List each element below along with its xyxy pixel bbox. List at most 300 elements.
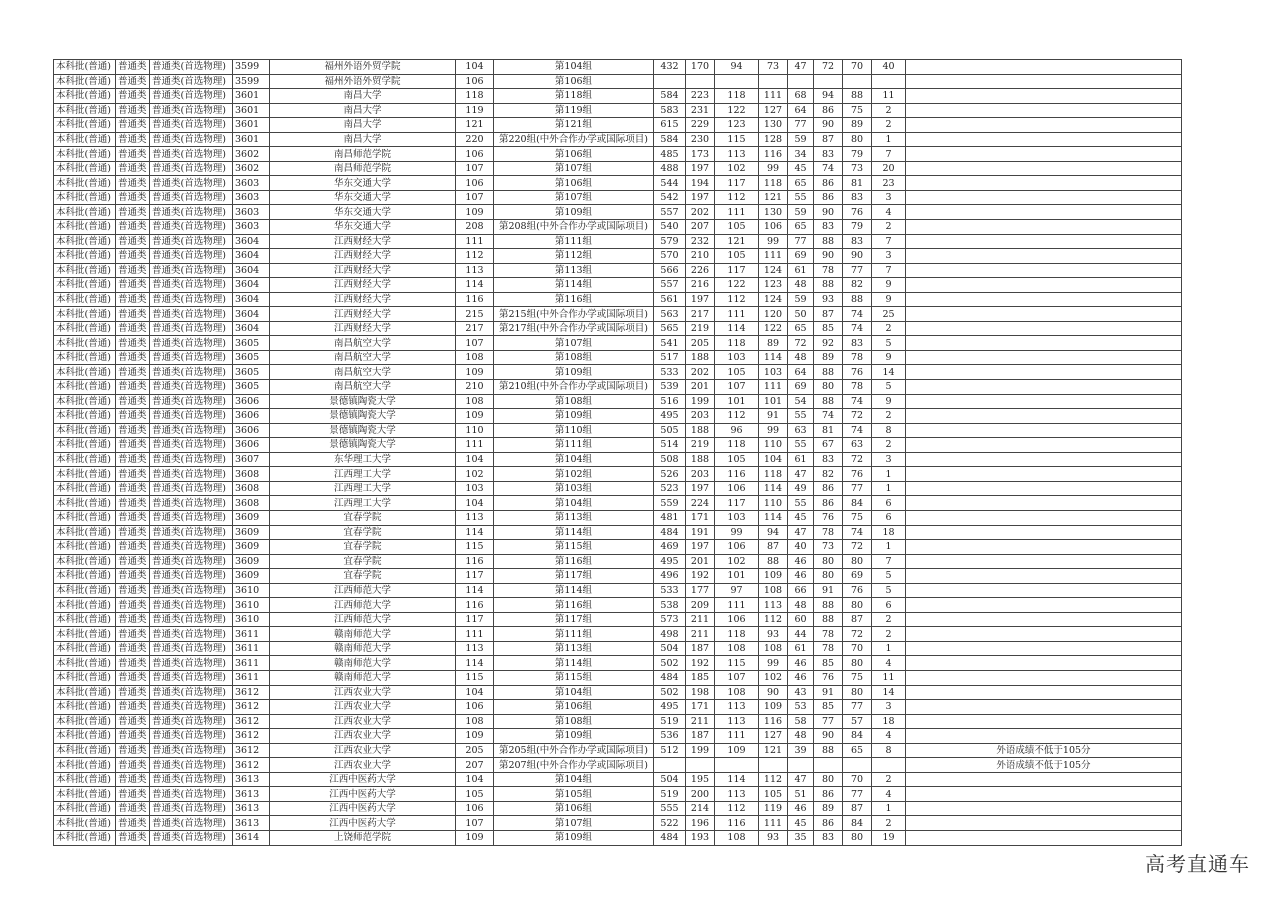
table-cell: 本科批(普通) [54, 641, 116, 656]
table-cell: 495 [654, 700, 686, 715]
table-cell [906, 627, 1182, 642]
table-cell: 106 [456, 176, 494, 191]
table-cell [906, 380, 1182, 395]
table-cell: 484 [654, 830, 686, 845]
table-cell [906, 816, 1182, 831]
table-cell: 197 [686, 540, 715, 555]
table-cell: 103 [759, 365, 788, 380]
table-cell: 本科批(普通) [54, 249, 116, 264]
table-cell [906, 801, 1182, 816]
table-cell: 216 [686, 278, 715, 293]
table-cell: 481 [654, 510, 686, 525]
table-cell: 107 [456, 336, 494, 351]
table-cell: 49 [788, 481, 814, 496]
table-cell: 106 [715, 481, 759, 496]
table-cell: 南昌大学 [270, 118, 456, 133]
table-row [54, 423, 1182, 438]
table-cell: 宜春学院 [270, 525, 456, 540]
table-cell: 86 [814, 103, 843, 118]
table-cell: 江西理工大学 [270, 481, 456, 496]
table-cell: 83 [843, 336, 872, 351]
table-cell: 6 [872, 496, 906, 511]
table-cell: 第114组 [494, 656, 654, 671]
table-cell: 80 [843, 830, 872, 845]
table-cell: 47 [788, 525, 814, 540]
table-cell: 普通类 [116, 700, 150, 715]
table-cell: 77 [843, 700, 872, 715]
table-cell: 45 [788, 161, 814, 176]
table-cell: 65 [788, 176, 814, 191]
table-cell: 109 [456, 205, 494, 220]
admission-table [53, 59, 1182, 846]
table-cell: 本科批(普通) [54, 758, 116, 773]
table-cell [906, 321, 1182, 336]
table-cell: 113 [456, 263, 494, 278]
table-cell: 3603 [233, 190, 270, 205]
table-cell: 107 [456, 190, 494, 205]
table-row [54, 438, 1182, 453]
table-cell: 117 [456, 612, 494, 627]
table-cell: 3602 [233, 161, 270, 176]
table-cell: 第109组 [494, 729, 654, 744]
table-cell: 73 [814, 540, 843, 555]
table-cell: 109 [759, 700, 788, 715]
table-cell: 20 [872, 161, 906, 176]
table-cell: 普通类(首选物理) [150, 321, 233, 336]
table-cell [906, 74, 1182, 89]
table-cell: 99 [759, 161, 788, 176]
table-cell: 200 [686, 787, 715, 802]
table-cell: 本科批(普通) [54, 89, 116, 104]
table-cell: 108 [456, 714, 494, 729]
table-cell: 本科批(普通) [54, 278, 116, 293]
table-cell: 80 [814, 772, 843, 787]
table-cell: 普通类 [116, 409, 150, 424]
table-cell: 110 [759, 438, 788, 453]
table-cell: 江西财经大学 [270, 234, 456, 249]
table-cell: 本科批(普通) [54, 409, 116, 424]
table-cell: 普通类(首选物理) [150, 540, 233, 555]
table-cell: 普通类 [116, 627, 150, 642]
table-cell: 229 [686, 118, 715, 133]
table-cell: 江西农业大学 [270, 685, 456, 700]
table-cell: 普通类(首选物理) [150, 569, 233, 584]
table-cell: 35 [788, 830, 814, 845]
table-cell: 9 [872, 394, 906, 409]
table-cell: 普通类 [116, 758, 150, 773]
table-cell: 本科批(普通) [54, 263, 116, 278]
table-cell: 130 [759, 118, 788, 133]
table-cell: 3610 [233, 612, 270, 627]
table-cell [906, 830, 1182, 845]
table-cell: 89 [843, 118, 872, 133]
table-cell [906, 118, 1182, 133]
table-cell: 普通类(首选物理) [150, 132, 233, 147]
table-cell: 194 [686, 176, 715, 191]
table-cell: 207 [686, 220, 715, 235]
table-cell: 87 [814, 307, 843, 322]
table-cell: 61 [788, 263, 814, 278]
table-cell: 55 [788, 496, 814, 511]
table-cell: 第105组 [494, 787, 654, 802]
watermark-logo: 高考直通车 [1145, 852, 1250, 876]
table-cell: 第119组 [494, 103, 654, 118]
table-cell: 72 [843, 627, 872, 642]
table-cell: 3601 [233, 89, 270, 104]
table-cell: 113 [715, 714, 759, 729]
table-cell: 3614 [233, 830, 270, 845]
table-cell [906, 656, 1182, 671]
table-cell: 普通类 [116, 641, 150, 656]
table-cell: 106 [456, 147, 494, 162]
table-cell: 72 [843, 409, 872, 424]
table-cell: 普通类 [116, 336, 150, 351]
table-cell: 90 [843, 249, 872, 264]
table-cell: 3609 [233, 569, 270, 584]
table-cell: 83 [814, 220, 843, 235]
table-cell [906, 481, 1182, 496]
table-cell: 5 [872, 336, 906, 351]
table-cell: 3608 [233, 496, 270, 511]
table-cell: 78 [843, 380, 872, 395]
table-cell: 171 [686, 510, 715, 525]
table-cell: 84 [843, 496, 872, 511]
table-cell: 本科批(普通) [54, 510, 116, 525]
table-cell: 107 [456, 161, 494, 176]
table-cell: 99 [715, 525, 759, 540]
table-cell: 普通类(首选物理) [150, 190, 233, 205]
table-cell: 3 [872, 452, 906, 467]
table-cell [906, 220, 1182, 235]
table-cell: 99 [759, 423, 788, 438]
table-row [54, 60, 1182, 75]
table-cell: 3611 [233, 656, 270, 671]
table-cell: 495 [654, 554, 686, 569]
table-row [54, 729, 1182, 744]
table-cell: 86 [814, 481, 843, 496]
table-row [54, 394, 1182, 409]
table-cell: 51 [788, 787, 814, 802]
table-cell: 108 [456, 394, 494, 409]
table-cell: 普通类 [116, 205, 150, 220]
table-cell [759, 758, 788, 773]
table-cell: 123 [715, 118, 759, 133]
table-cell: 522 [654, 816, 686, 831]
table-cell: 普通类(首选物理) [150, 714, 233, 729]
table-cell: 普通类(首选物理) [150, 700, 233, 715]
table-cell: 本科批(普通) [54, 336, 116, 351]
table-row [54, 147, 1182, 162]
table-cell: 本科批(普通) [54, 627, 116, 642]
table-cell: 3603 [233, 176, 270, 191]
table-cell: 3611 [233, 641, 270, 656]
table-row [54, 220, 1182, 235]
table-cell: 普通类 [116, 496, 150, 511]
table-row [54, 685, 1182, 700]
table-cell: 第118组 [494, 89, 654, 104]
table-cell: 江西财经大学 [270, 321, 456, 336]
table-cell: 78 [814, 627, 843, 642]
table-cell: 82 [814, 467, 843, 482]
table-cell: 普通类 [116, 743, 150, 758]
table-cell: 3613 [233, 816, 270, 831]
table-cell: 3 [872, 700, 906, 715]
table-cell: 105 [715, 452, 759, 467]
table-cell: 74 [843, 423, 872, 438]
table-cell: 普通类(首选物理) [150, 263, 233, 278]
table-cell: 普通类(首选物理) [150, 176, 233, 191]
table-cell: 普通类 [116, 801, 150, 816]
table-cell: 90 [759, 685, 788, 700]
table-cell: 南昌大学 [270, 103, 456, 118]
table-cell [906, 452, 1182, 467]
table-cell: 116 [759, 714, 788, 729]
table-cell: 7 [872, 147, 906, 162]
table-cell: 539 [654, 380, 686, 395]
table-cell: 9 [872, 292, 906, 307]
table-cell: 541 [654, 336, 686, 351]
table-cell: 55 [788, 190, 814, 205]
table-cell: 第107组 [494, 816, 654, 831]
table-cell: 109 [759, 569, 788, 584]
table-cell: 江西农业大学 [270, 714, 456, 729]
table-cell: 583 [654, 103, 686, 118]
table-row [54, 787, 1182, 802]
table-cell: 南昌师范学院 [270, 161, 456, 176]
table-cell: 91 [814, 583, 843, 598]
table-cell: 110 [456, 423, 494, 438]
table-cell: 第109组 [494, 409, 654, 424]
table-cell: 普通类(首选物理) [150, 656, 233, 671]
table-cell: 111 [715, 598, 759, 613]
table-cell [814, 74, 843, 89]
table-cell: 86 [814, 816, 843, 831]
table-cell: 193 [686, 830, 715, 845]
table-cell: 106 [715, 540, 759, 555]
table-cell: 普通类(首选物理) [150, 743, 233, 758]
table-cell [906, 89, 1182, 104]
table-cell: 外语成绩不低于105分 [906, 743, 1182, 758]
table-cell: 88 [759, 554, 788, 569]
table-cell: 106 [759, 220, 788, 235]
table-cell: 普通类(首选物理) [150, 118, 233, 133]
table-cell: 111 [456, 438, 494, 453]
table-cell: 3602 [233, 147, 270, 162]
table-cell [906, 161, 1182, 176]
table-cell: 3604 [233, 263, 270, 278]
table-cell: 普通类 [116, 60, 150, 75]
table-cell [906, 190, 1182, 205]
table-cell: 3605 [233, 380, 270, 395]
table-cell: 85 [814, 700, 843, 715]
table-cell: 208 [456, 220, 494, 235]
table-cell: 86 [814, 176, 843, 191]
table-row [54, 452, 1182, 467]
table-cell: 第114组 [494, 278, 654, 293]
table-cell: 90 [814, 118, 843, 133]
table-cell: 69 [788, 380, 814, 395]
table-cell: 1 [872, 467, 906, 482]
table-cell: 普通类(首选物理) [150, 801, 233, 816]
table-cell: 第217组(中外合作办学或国际项目) [494, 321, 654, 336]
table-cell: 景德镇陶瓷大学 [270, 394, 456, 409]
table-cell: 本科批(普通) [54, 714, 116, 729]
table-cell: 105 [715, 249, 759, 264]
table-cell: 96 [715, 423, 759, 438]
table-cell: 华东交通大学 [270, 190, 456, 205]
table-cell: 本科批(普通) [54, 787, 116, 802]
table-cell: 77 [843, 787, 872, 802]
table-cell: 7 [872, 234, 906, 249]
table-cell: 普通类 [116, 321, 150, 336]
table-cell: 171 [686, 700, 715, 715]
table-cell: 普通类(首选物理) [150, 220, 233, 235]
table-cell: 192 [686, 569, 715, 584]
table-row [54, 496, 1182, 511]
table-cell: 普通类 [116, 118, 150, 133]
table-cell: 本科批(普通) [54, 772, 116, 787]
table-cell: 119 [456, 103, 494, 118]
table-cell: 第103组 [494, 481, 654, 496]
table-cell: 91 [814, 685, 843, 700]
table-cell: 101 [715, 569, 759, 584]
table-cell: 3612 [233, 743, 270, 758]
table-cell: 59 [788, 292, 814, 307]
table-cell [686, 74, 715, 89]
table-cell: 普通类 [116, 220, 150, 235]
table-cell: 83 [843, 234, 872, 249]
table-cell: 484 [654, 525, 686, 540]
table-cell: 本科批(普通) [54, 147, 116, 162]
table-cell: 110 [759, 496, 788, 511]
table-cell: 111 [759, 89, 788, 104]
table-cell: 普通类 [116, 481, 150, 496]
table-cell: 104 [456, 772, 494, 787]
table-cell: 432 [654, 60, 686, 75]
table-cell: 117 [456, 569, 494, 584]
table-cell: 80 [843, 685, 872, 700]
table-cell: 第104组 [494, 496, 654, 511]
table-cell: 78 [814, 525, 843, 540]
table-cell: 231 [686, 103, 715, 118]
table-cell: 第215组(中外合作办学或国际项目) [494, 307, 654, 322]
table-cell: 本科批(普通) [54, 729, 116, 744]
table-cell: 199 [686, 394, 715, 409]
table-cell: 普通类(首选物理) [150, 641, 233, 656]
table-cell: 外语成绩不低于105分 [906, 758, 1182, 773]
table-cell: 106 [456, 74, 494, 89]
table-cell: 584 [654, 132, 686, 147]
table-cell: 第113组 [494, 641, 654, 656]
table-cell: 79 [843, 147, 872, 162]
table-row [54, 263, 1182, 278]
table-cell: 第107组 [494, 336, 654, 351]
table-cell: 普通类 [116, 394, 150, 409]
table-cell: 80 [843, 598, 872, 613]
table-cell: 103 [456, 481, 494, 496]
table-cell: 202 [686, 365, 715, 380]
table-cell: 南昌航空大学 [270, 336, 456, 351]
table-row [54, 409, 1182, 424]
table-cell: 217 [456, 321, 494, 336]
table-cell: 113 [759, 598, 788, 613]
table-cell: 3 [872, 190, 906, 205]
table-cell: 504 [654, 772, 686, 787]
table-cell: 114 [456, 583, 494, 598]
table-cell [906, 612, 1182, 627]
table-cell: 93 [814, 292, 843, 307]
table-cell: 114 [456, 656, 494, 671]
table-cell: 江西财经大学 [270, 292, 456, 307]
table-cell: 普通类(首选物理) [150, 772, 233, 787]
table-cell: 第115组 [494, 670, 654, 685]
table-cell [906, 525, 1182, 540]
table-cell [906, 278, 1182, 293]
table-cell: 533 [654, 365, 686, 380]
table-cell [906, 394, 1182, 409]
table-cell: 2 [872, 627, 906, 642]
table-cell: 普通类(首选物理) [150, 830, 233, 845]
table-row [54, 89, 1182, 104]
table-row [54, 103, 1182, 118]
table-cell: 江西理工大学 [270, 496, 456, 511]
table-cell: 114 [715, 321, 759, 336]
table-cell [906, 772, 1182, 787]
table-cell: 本科批(普通) [54, 481, 116, 496]
table-cell: 205 [456, 743, 494, 758]
table-cell: 普通类 [116, 670, 150, 685]
table-cell: 90 [814, 205, 843, 220]
table-cell: 108 [715, 830, 759, 845]
table-cell: 第107组 [494, 161, 654, 176]
table-cell: 18 [872, 525, 906, 540]
table-cell: 43 [788, 685, 814, 700]
table-cell: 78 [843, 350, 872, 365]
table-cell: 112 [759, 772, 788, 787]
table-cell: 70 [843, 772, 872, 787]
table-row [54, 801, 1182, 816]
table-cell: 89 [759, 336, 788, 351]
table-cell [906, 510, 1182, 525]
table-cell: 本科批(普通) [54, 292, 116, 307]
table-cell: 104 [456, 452, 494, 467]
table-cell: 115 [456, 670, 494, 685]
table-cell: 9 [872, 350, 906, 365]
table-cell: 80 [843, 656, 872, 671]
table-cell: 122 [715, 103, 759, 118]
table-cell: 196 [686, 816, 715, 831]
table-cell: 第220组(中外合作办学或国际项目) [494, 132, 654, 147]
table-cell: 116 [715, 467, 759, 482]
table-cell: 本科批(普通) [54, 583, 116, 598]
table-cell: 185 [686, 670, 715, 685]
table-cell: 3604 [233, 249, 270, 264]
table-cell: 普通类 [116, 525, 150, 540]
table-cell: 1 [872, 481, 906, 496]
table-cell: 68 [788, 89, 814, 104]
table-cell: 第106组 [494, 74, 654, 89]
table-cell: 宜春学院 [270, 540, 456, 555]
table-cell: 87 [843, 612, 872, 627]
table-cell: 115 [715, 656, 759, 671]
table-cell: 本科批(普通) [54, 350, 116, 365]
table-cell: 19 [872, 830, 906, 845]
table-cell: 3604 [233, 278, 270, 293]
table-cell: 普通类 [116, 685, 150, 700]
table-cell: 64 [788, 103, 814, 118]
table-cell: 112 [715, 190, 759, 205]
table-cell: 112 [715, 292, 759, 307]
